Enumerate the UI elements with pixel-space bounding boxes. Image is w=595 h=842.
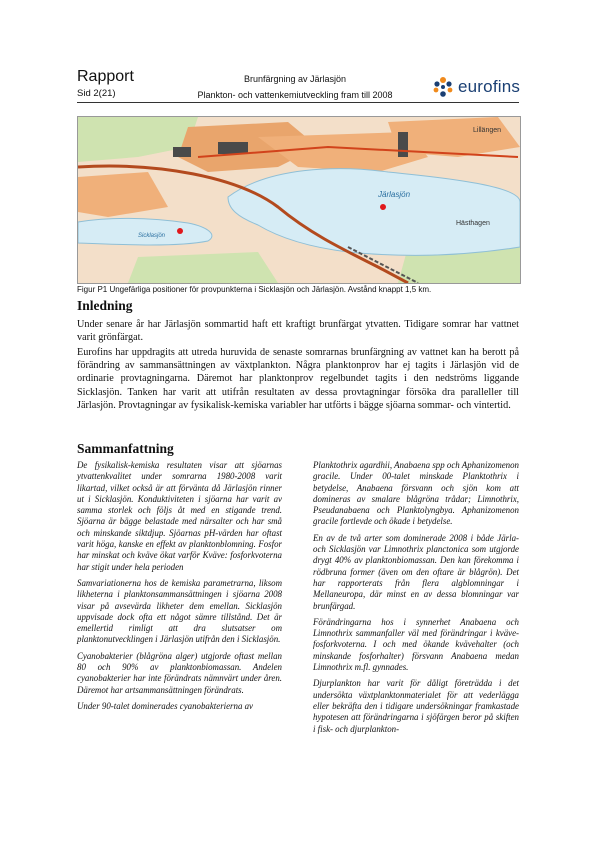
sample-point-sicklasjon [177,228,183,234]
inledning-paragraph-1: Under senare år har Järlasjön sommartid haft ett kraftigt brunfärgat ytvatten. Tidigare somrar har vattnet varit grönfärgat. [77,319,519,344]
eurofins-logo-icon [432,76,454,98]
header-rule [77,102,519,103]
page-number: Sid 2(21) [77,88,116,99]
summary-left-paragraph: Cyanobakterier (blågröna alger) utgjorde oftast mellan 80 och 90% av planktonbiomassan. Andelen cyanobakterier har inte förändrats nämnvärt under åren. Däremot har artsammansättningen förändrats. [77,650,282,695]
summary-left-paragraph: Under 90-talet dominerades cyanobakterierna av [77,700,253,711]
section-heading-sammanfattning [77,441,174,457]
sammanfattning-heading: Sammanfattning [77,441,174,456]
summary-right-column [313,460,519,740]
summary-left-column [77,460,282,717]
map-building [218,142,248,154]
map-forest [128,252,278,283]
summary-right-paragraph: Planktothrix agardhii, Anabaena spp och Aphanizomenon gracile. Under 00-talet minskade Planktothrix i betydelse, Anabaena försvann och sjön kom att domineras av smalare blågröna trådar; Limnothrix, Pseudanabaena och Planktolyngbya. Aphanizomenon gracile fortlevde och ökade i betydelse. [313,460,519,527]
inledning-paragraph-2: Eurofins har uppdragits att utreda huruvida de senaste somrarnas brunfärgning av vattnet kan ha berott på förändring av sammansättningen av växtplankton. Några planktonprov har ej tagits i Järlasjön vid de ordinarie provtagningarna. Däremot har planktonprov regelbundet tagits i den nedströms liggande Sicklasjön. Tanken har varit att utifrån resultaten av dessa provtagningar försöka dra paralleller till Järlasjön. Provtagningar av fysikalisk-kemiska variabler har utförts i bägge sjöarna sommar- och vintertid. [77,347,519,411]
section-heading-inledning [77,298,133,314]
header-subtitle: Plankton- och vattenkemiutveckling fram till 2008 [197,90,393,100]
map-label-lillangen: Lillängen [473,127,502,134]
map-label-sicklasjon: Sicklasjön [138,233,166,239]
sample-point-jarlasjon [380,204,386,210]
summary-right-paragraph: Förändringarna hos i synnerhet Anabaena och Limnothrix sammanfaller väl med förändringar i kväve-fosforkvoterna. I och med ökande kvävehalter (och minskande fosforhalter) försvann Anabaena medan Limnothrix m.fl. gynnades. [313,616,519,673]
map-building [398,132,408,157]
header-subject: Brunfärgning av Järlasjön [243,74,347,84]
map-label-hasthagen: Hästhagen [456,220,490,227]
summary-left-paragraph: Samvariationerna hos de kemiska parametrarna, liksom likheterna i planktonsammansättningen i sjöarna 2008 visar på avsevärda likheter dem emellan. Sicklasjön uppvisade dock ofta ett något sämre tillstånd. Det är emellertid rimligt att dra slutsatser om planktonutvecklingen i Järlasjön utifrån den i Sicklasjön. [77,577,282,645]
inledning-heading: Inledning [77,298,133,313]
summary-left-paragraph: De fysikalisk-kemiska resultaten visar att sjöarnas ytvattenkvalitet under somrarna 1980-2008 varit likartad, vilket också är att förvänta då Järlasjön rinner ut i Sicklasjön. Konduktiviteten i sjöarna har varit av samma storlek och följs åt med en stigande trend. Sjöarna är bägge belastade med närsalter och har små och minskande siktdjup. Sjöarnas pH-värden har oftast varit höga, kanske en effekt av planktonblomning. Fosfor har minskat och kväve ökat varför Kväve: fosforkvoterna har stigit under hela perioden [77,460,282,572]
lake-map [77,116,521,284]
map-building [173,147,191,157]
figure-caption: Figur P1 Ungefärliga positioner för provpunkterna i Sicklasjön och Järlasjön. Avstånd knappt 1,5 km. [77,285,432,294]
eurofins-logo [432,73,524,101]
summary-right-paragraph: En av de två arter som dominerade 2008 i både Järla- och Sicklasjön var Limnothrix planctonica som utgjorde drygt 40% av planktonbiomassan. Den kan förekomma i rödbruna former (även om den oftare är blågrön). Det har rapporterats från flera algblomningar i Mellaneuropa, där minst en av dessa blomningar var brunfärgad. [313,532,519,611]
logo-wordmark: eurofins [458,77,521,96]
report-title: Rapport [77,68,134,85]
map-label-jarlasjon: Järlasjön [378,190,411,199]
summary-right-paragraph: Djurplankton har varit för dåligt företrädda i det undersökta växtplanktonmaterialet för att vederlägga eller bekräfta den i tidigare undersökningar framkastade hypotesen att förändringarna i sjöfärgen beror på skiften i fisk- och djurplankton- [313,678,519,734]
map-graphic [78,117,520,283]
